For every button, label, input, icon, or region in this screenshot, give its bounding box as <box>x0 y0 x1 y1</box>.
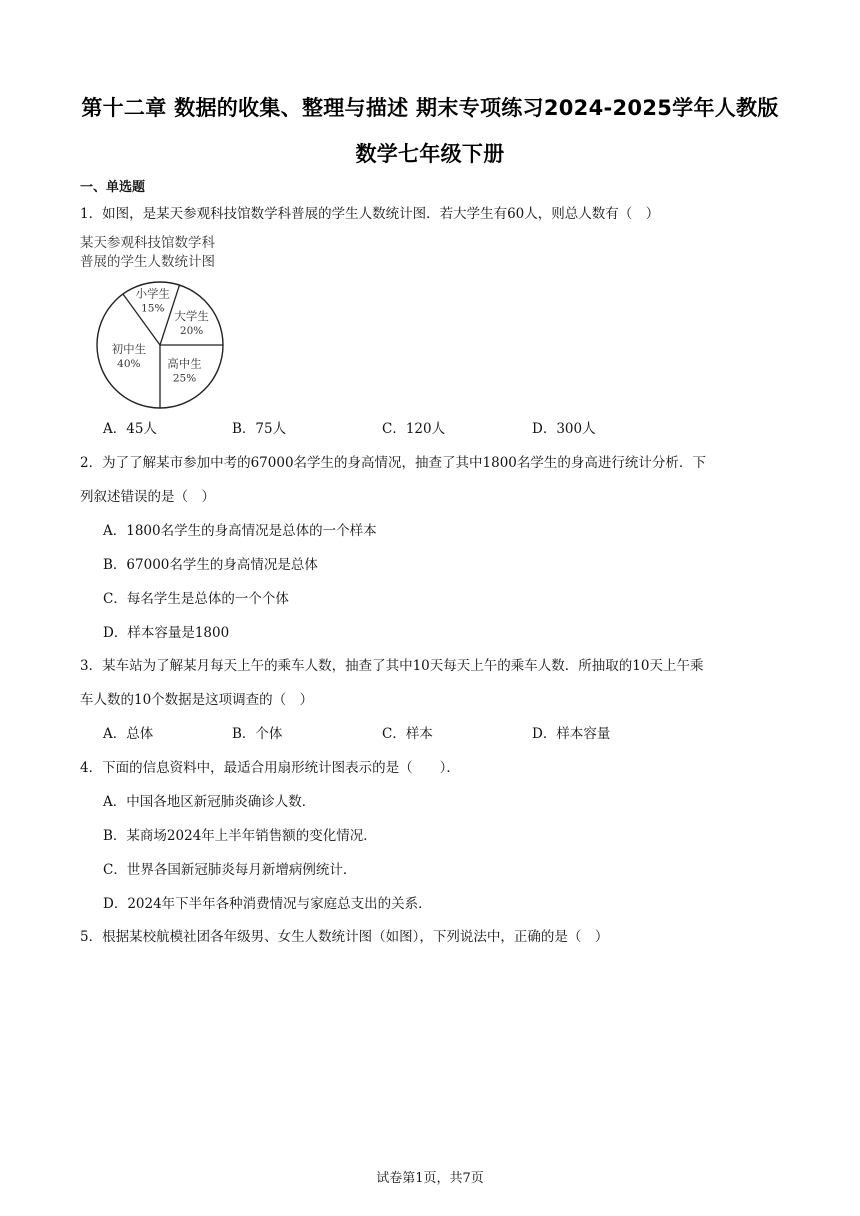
pie-slice-name-1: 大学生 <box>174 309 209 324</box>
q5-text: 5．根据某校航模社团各年级男、女生人数统计图（如图），下列说法中，正确的是（ ） <box>80 929 609 945</box>
q1-option-c: C．120人 <box>382 421 446 437</box>
q2-option-d: D．样本容量是1800 <box>103 625 230 641</box>
q1-option-d: D．300人 <box>532 421 596 437</box>
q1-option-a: A．45人 <box>103 421 157 437</box>
q4-option-c: C．世界各国新冠肺炎每月新增病例统计． <box>103 862 357 878</box>
q3-option-b: B．个体 <box>232 726 283 742</box>
pie-chart <box>90 275 230 415</box>
q3-option-c: C．样本 <box>382 726 433 742</box>
q2-option-b: B．67000名学生的身高情况是总体 <box>103 557 318 573</box>
pie-chart-title-line1: 某天参观科技馆数学科 <box>80 235 215 251</box>
q4-text: 4．下面的信息资料中，最适合用扇形统计图表示的是（ ）． <box>80 760 460 776</box>
pie-slice-name-2: 高中生 <box>167 356 202 371</box>
q3-option-a: A．总体 <box>103 726 154 742</box>
q2-option-a: A．1800名学生的身高情况是总体的一个样本 <box>103 523 377 539</box>
q4-option-d: D．2024年下半年各种消费情况与家庭总支出的关系． <box>103 896 432 912</box>
q2-text-line1: 2．为了了解某市参加中考的67000名学生的身高情况，抽查了其中1800名学生的身高进行统计分析．下 <box>80 455 706 471</box>
pie-chart-title-line2: 普展的学生人数统计图 <box>80 254 215 270</box>
q1-text: 1．如图，是某天参观科技馆数学科普展的学生人数统计图．若大学生有60人，则总人数有（ ） <box>80 206 660 222</box>
pie-chart-title <box>80 234 215 272</box>
section-heading: 一、单选题 <box>80 180 146 195</box>
q2-option-c: C．每名学生是总体的一个个体 <box>103 591 289 607</box>
pie-slice-percent-2: 25% <box>172 372 197 385</box>
q4-option-a: A．中国各地区新冠肺炎确诊人数． <box>103 794 316 810</box>
pie-slice-name-3: 初中生 <box>111 342 147 357</box>
doc-title-line2: 数学七年级下册 <box>355 142 505 166</box>
q3-text-line1: 3．某车站为了解某月每天上午的乘车人数，抽查了其中10天每天上午的乘车人数．所抽取的10天上午乘 <box>80 658 704 674</box>
q2-text-line2: 列叙述错误的是（ ） <box>80 489 215 505</box>
pie-slice-percent-1: 20% <box>179 325 204 338</box>
pie-slice-percent-0: 15% <box>141 302 165 315</box>
q1-option-b: B．75人 <box>232 421 287 437</box>
q3-text-line2: 车人数的10个数据是这项调查的（ ） <box>80 692 314 708</box>
page-footer: 试卷第1页，共7页 <box>376 1171 484 1186</box>
pie-slice-name-0: 小学生 <box>135 286 171 301</box>
pie-slice-percent-3: 40% <box>117 358 141 371</box>
q4-option-b: B．某商场2024年上半年销售额的变化情况． <box>103 828 377 844</box>
q3-option-d: D．样本容量 <box>532 726 611 742</box>
doc-title-line1: 第十二章 数据的收集、整理与描述 期末专项练习2024-2025学年人教版 <box>81 96 779 120</box>
